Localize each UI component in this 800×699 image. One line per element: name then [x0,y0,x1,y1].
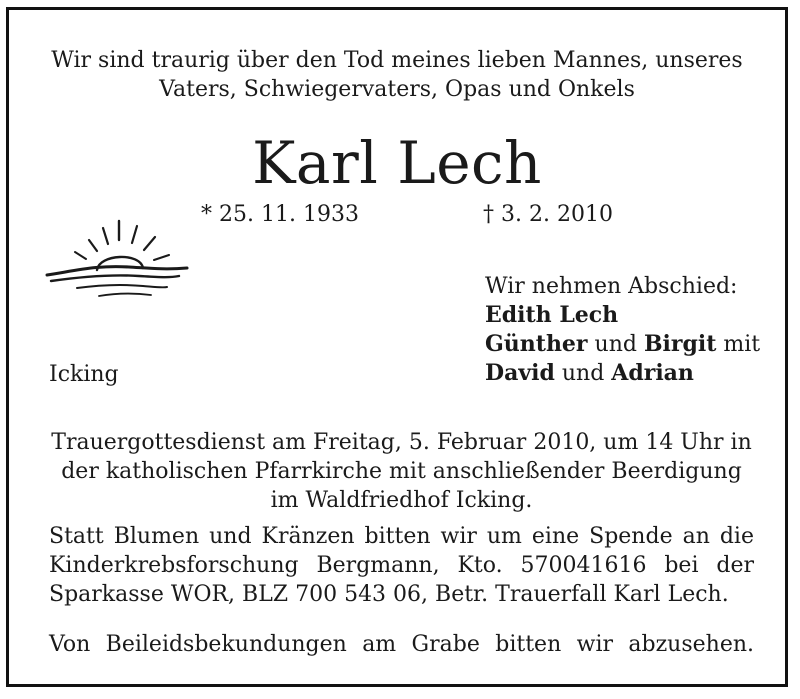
mourner-name: Birgit [643,331,717,357]
donation-line: Kinderkrebsforschung Bergmann, Kto. 570041616 bei der [49,553,754,578]
mourner-suffix: mit [716,332,761,357]
mourner-line [485,301,760,330]
intro-line: Vaters, Schwiegervaters, Opas und Onkels [159,77,635,102]
mourner-name: Adrian [611,360,694,386]
mourner-join: und [587,332,644,357]
deceased-name: Karl Lech [252,129,542,197]
intro-text [9,46,785,104]
death-date: † 3. 2. 2010 [483,202,613,227]
sunset-icon [39,210,189,300]
birth-date: * 25. 11. 1933 [201,202,359,227]
mourners-block [485,272,760,388]
condolence-note: Von Beileidsbekundungen am Grabe bitten wir abzusehen. [49,632,754,657]
donation-info [49,522,754,609]
mourner-line [485,359,760,388]
mourner-name: Edith Lech [485,302,619,328]
intro-line: Wir sind traurig über den Tod meines lieben Mannes, unseres [51,48,743,73]
mourner-join: und [554,361,612,386]
service-info [49,428,754,515]
mourner-name: David [485,360,555,386]
service-line: der katholischen Pfarrkirche mit anschließender Beerdigung [61,459,742,484]
donation-line: Statt Blumen und Kränzen bitten wir um eine Spende an die [49,524,754,549]
mourner-name: Günther [485,331,588,357]
service-line: im Waldfriedhof Icking. [270,488,533,513]
service-line: Trauergottesdienst am Freitag, 5. Februar 2010, um 14 Uhr in [51,430,752,455]
place-name: Icking [49,362,119,387]
mourner-line [485,330,760,359]
mourners-heading: Wir nehmen Abschied: [485,274,738,299]
obituary-notice [6,7,788,687]
donation-line: Sparkasse WOR, BLZ 700 543 06, Betr. Trauerfall Karl Lech. [49,582,729,607]
